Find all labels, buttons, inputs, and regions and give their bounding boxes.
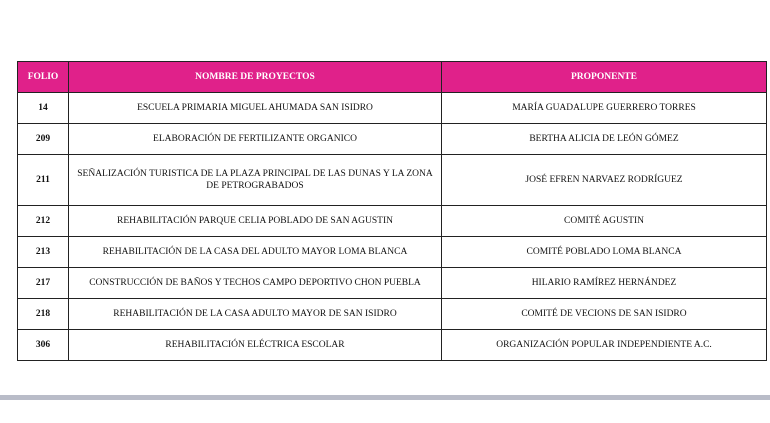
proponent-cell: HILARIO RAMÍREZ HERNÁNDEZ [442,268,767,299]
project-name-cell: REHABILITACIÓN PARQUE CELIA POBLADO DE SAN AGUSTIN [69,206,442,237]
table-row [18,330,767,361]
project-name-cell: REHABILITACIÓN DE LA CASA DEL ADULTO MAYOR LOMA BLANCA [69,237,442,268]
table-row [18,206,767,237]
header-proponente: PROPONENTE [442,62,767,93]
folio-cell: 213 [18,237,69,268]
proponent-cell: COMITÉ AGUSTIN [442,206,767,237]
header-nombre-de-proyectos: NOMBRE DE PROYECTOS [69,62,442,93]
project-name-cell: CONSTRUCCIÓN DE BAÑOS Y TECHOS CAMPO DEPORTIVO CHON PUEBLA [69,268,442,299]
proponent-cell: ORGANIZACIÓN POPULAR INDEPENDIENTE A.C. [442,330,767,361]
folio-cell: 211 [18,155,69,206]
projects-table [17,61,767,361]
project-name-cell: REHABILITACIÓN DE LA CASA ADULTO MAYOR DE SAN ISIDRO [69,299,442,330]
header-folio: FOLIO [18,62,69,93]
table-row [18,299,767,330]
table-row [18,155,767,206]
table-row [18,237,767,268]
proponent-cell: COMITÉ DE VECIONS DE SAN ISIDRO [442,299,767,330]
proponent-cell: MARÍA GUADALUPE GUERRERO TORRES [442,93,767,124]
project-name-cell: ELABORACIÓN DE FERTILIZANTE ORGANICO [69,124,442,155]
table-header-row [18,62,767,93]
table-row [18,268,767,299]
folio-cell: 218 [18,299,69,330]
folio-cell: 217 [18,268,69,299]
folio-cell: 209 [18,124,69,155]
proponent-cell: COMITÉ POBLADO LOMA BLANCA [442,237,767,268]
project-name-cell: SEÑALIZACIÓN TURISTICA DE LA PLAZA PRINCIPAL DE LAS DUNAS Y LA ZONA DE PETROGRABADOS [69,155,442,206]
proponent-cell: BERTHA ALICIA DE LEÓN GÓMEZ [442,124,767,155]
folio-cell: 306 [18,330,69,361]
project-name-cell: REHABILITACIÓN ELÉCTRICA ESCOLAR [69,330,442,361]
project-name-cell: ESCUELA PRIMARIA MIGUEL AHUMADA SAN ISIDRO [69,93,442,124]
folio-cell: 14 [18,93,69,124]
table-row [18,93,767,124]
table-row [18,124,767,155]
folio-cell: 212 [18,206,69,237]
proponent-cell: JOSÉ EFREN NARVAEZ RODRÍGUEZ [442,155,767,206]
bottom-divider-bar [0,395,770,400]
